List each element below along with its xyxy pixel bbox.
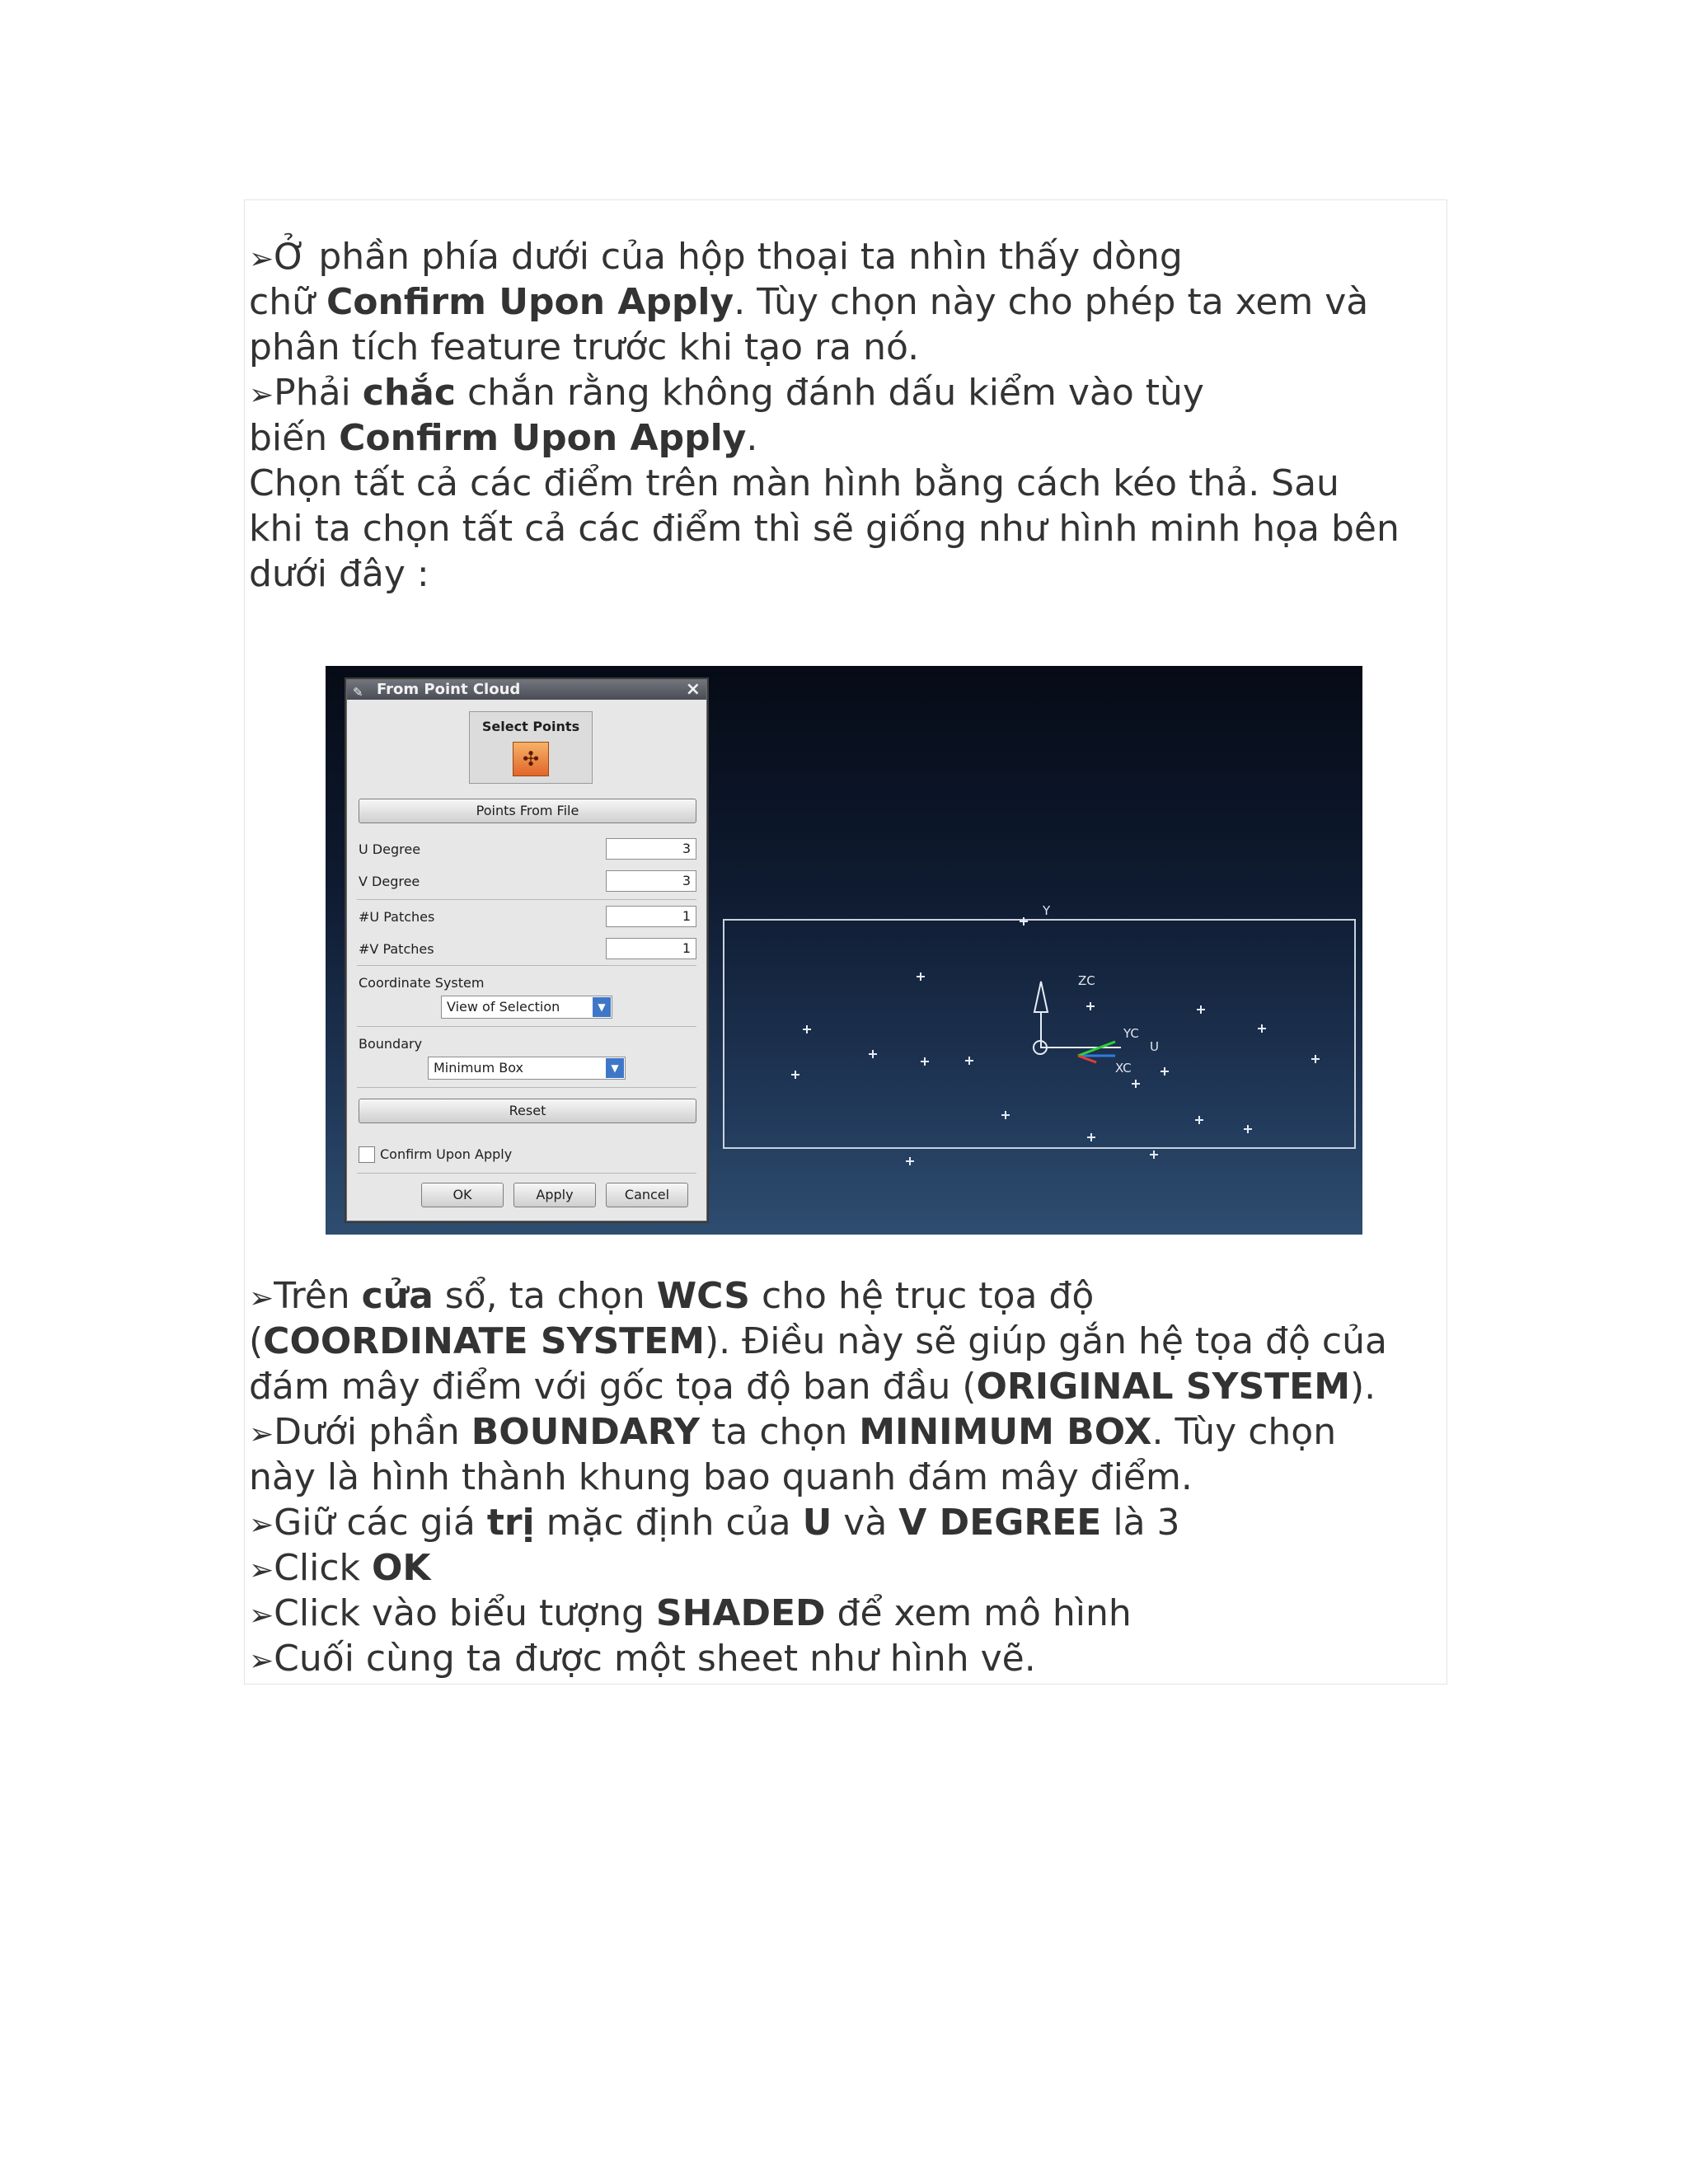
axis-label-zc: ZC	[1078, 973, 1095, 988]
confirm-upon-apply-checkbox[interactable]	[359, 1146, 375, 1163]
from-point-cloud-dialog	[346, 679, 707, 1221]
bullet-arrow-icon: ➢	[249, 1644, 274, 1678]
chevron-down-icon[interactable]: ▼	[606, 1058, 624, 1078]
text-line: chữ Confirm Upon Apply. Tùy chọn này cho phép ta xem và	[249, 281, 1369, 323]
text-line: ➢Ở phần phía dưới của hộp thoại ta nhìn thấy dòng	[249, 236, 1183, 278]
bullet-arrow-icon: ➢	[249, 242, 274, 276]
reset-button[interactable]: Reset	[359, 1099, 696, 1123]
bullet-arrow-icon: ➢	[249, 1282, 274, 1315]
v-degree-label: V Degree	[359, 874, 420, 889]
points-from-file-button[interactable]: Points From File	[359, 799, 696, 823]
text-line: ➢Trên cửa sổ, ta chọn WCS cho hệ trục tọa độ	[249, 1275, 1095, 1317]
text-line: ➢Click vào biểu tượng SHADED để xem mô hình	[249, 1592, 1132, 1634]
v-patches-label: #V Patches	[359, 941, 434, 957]
ok-button[interactable]: OK	[421, 1183, 504, 1207]
dialog-title-bar[interactable]	[347, 680, 706, 700]
axis-label-xc: XC	[1115, 1061, 1132, 1076]
text-line: (COORDINATE SYSTEM). Điều này sẽ giúp gắn hệ tọa độ của	[249, 1320, 1387, 1362]
axis-label-y: Y	[1043, 903, 1051, 918]
bullet-arrow-icon: ➢	[249, 378, 274, 412]
text-block-intro	[249, 234, 1444, 597]
text-line: ➢Click OK	[249, 1547, 431, 1589]
v-degree-input[interactable]: 3	[606, 870, 696, 892]
point-cloud-icon: ✣	[513, 742, 549, 776]
bullet-arrow-icon: ➢	[249, 1554, 274, 1587]
text-line: phân tích feature trước khi tạo ra nó.	[249, 326, 920, 368]
bullet-arrow-icon: ➢	[249, 1599, 274, 1633]
nx-screenshot	[326, 666, 1362, 1235]
u-patches-label: #U Patches	[359, 909, 435, 925]
text-line: khi ta chọn tất cả các điểm thì sẽ giống như hình minh họa bên	[249, 508, 1400, 550]
boundary-box	[724, 920, 1355, 1148]
text-line: ➢Giữ các giá trị mặc định của U và V DEGREE là 3	[249, 1502, 1180, 1544]
boundary-value: Minimum Box	[434, 1060, 523, 1076]
v-patches-input[interactable]: 1	[606, 938, 696, 959]
bullet-arrow-icon: ➢	[249, 1418, 274, 1451]
boundary-select[interactable]	[428, 1057, 626, 1080]
coordinate-system-value: View of Selection	[447, 999, 560, 1015]
text-line: biến Confirm Upon Apply.	[249, 417, 758, 459]
text-line: ➢Phải chắc chắn rằng không đánh dấu kiểm vào tùy	[249, 372, 1204, 414]
point-cloud	[791, 917, 1320, 1165]
apply-button[interactable]: Apply	[513, 1183, 596, 1207]
pencil-icon: ✎	[353, 685, 363, 700]
divider	[357, 1026, 696, 1027]
dialog-title: From Point Cloud	[377, 681, 521, 698]
u-degree-label: U Degree	[359, 841, 421, 857]
confirm-upon-apply-label: Confirm Upon Apply	[380, 1146, 513, 1162]
text-line: đám mây điểm với gốc tọa độ ban đầu (ORIGINAL SYSTEM).	[249, 1366, 1376, 1408]
coordinate-system-select[interactable]	[441, 996, 612, 1019]
chevron-down-icon[interactable]: ▼	[593, 997, 611, 1017]
u-patches-input[interactable]: 1	[606, 906, 696, 927]
cancel-button[interactable]: Cancel	[606, 1183, 688, 1207]
text-line: dưới đây :	[249, 553, 429, 595]
wcs-triad	[1034, 982, 1121, 1062]
divider	[357, 1173, 696, 1174]
text-line: này là hình thành khung bao quanh đám mây điểm.	[249, 1456, 1193, 1498]
divider	[357, 1087, 696, 1088]
close-icon[interactable]: ×	[685, 679, 701, 700]
select-points-label: Select Points	[481, 719, 580, 734]
bullet-arrow-icon: ➢	[249, 1508, 274, 1542]
select-points-button[interactable]	[469, 711, 593, 784]
coordinate-system-label: Coordinate System	[359, 975, 485, 991]
text-line: ➢Dưới phần BOUNDARY ta chọn MINIMUM BOX. Tùy chọn	[249, 1411, 1337, 1453]
boundary-label: Boundary	[359, 1036, 423, 1052]
text-line: ➢Cuối cùng ta được một sheet như hình vẽ.	[249, 1638, 1036, 1680]
axis-label-u: U	[1150, 1039, 1159, 1054]
text-line: Chọn tất cả các điểm trên màn hình bằng cách kéo thả. Sau	[249, 462, 1339, 504]
axis-label-yc: YC	[1123, 1026, 1139, 1041]
text-block-steps	[249, 1273, 1444, 1681]
divider	[357, 899, 696, 900]
u-degree-input[interactable]: 3	[606, 838, 696, 860]
divider	[357, 965, 696, 966]
